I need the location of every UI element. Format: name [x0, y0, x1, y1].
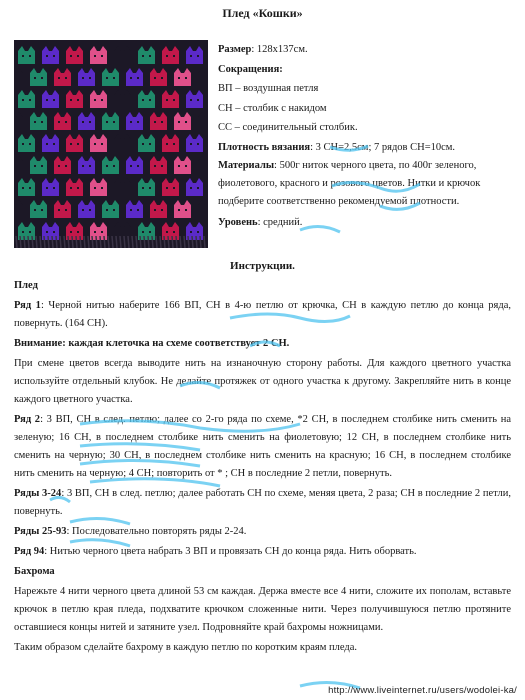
fringe-strand: [156, 236, 157, 248]
fringe-strand: [24, 236, 25, 248]
document-title: Плед «Кошки»: [222, 6, 303, 20]
instructions-title: Инструкции.: [230, 260, 295, 272]
fringe-strand: [164, 236, 165, 248]
fringe-strand: [84, 236, 85, 248]
blanket-photo: [14, 40, 208, 248]
rows3-text: : 3 ВП, СН в след. петлю; далее работать СН по схеме, меняя цвета, 2 раза; СН в последние 2 петли, повернуть.: [14, 488, 511, 517]
row2-paragraph: [14, 411, 511, 483]
fringe-strand: [96, 236, 97, 248]
density-line: [218, 138, 518, 158]
fringe-strand: [88, 236, 89, 248]
row1-paragraph: [14, 297, 511, 333]
row2-text: : 3 ВП, СН в след. петлю; далее со 2-го ряда по схеме, *2 СН, в последнем столбике нить сменить на зеленую; 16 СН, в последнем столбике нить сменить на фиолетовую; 12 СН, в последнем столбике нить сменить на черную; 30 СН, в последнем столбике нить сменить на красную; 16 СН, в последнем столбике нить сменить на черную; 4 СН; повторить от * ; СН в последние 2 петли, повернуть.: [14, 414, 511, 479]
fringe-strand: [20, 236, 21, 248]
row1-text: : Черной нитью наберите 166 ВП, СН в 4-ю петлю от крючка, СН в каждую петлю до конца ряда, повернуть. (164 СН).: [14, 300, 511, 329]
fringe-strand: [80, 236, 81, 248]
materials-value: : 500г ниток черного цвета, по 400г зеленого, фиолетового, красного и розового цветов. Нитки и крючок подберите соответственно рекомендуемой плотности.: [218, 160, 481, 207]
level-line: [218, 213, 518, 233]
fringe-heading: Бахрома: [14, 566, 55, 577]
fringe-strand: [16, 236, 17, 248]
materials-line: [218, 157, 518, 211]
fringe-strand: [180, 236, 181, 248]
fringe-paragraph-2: Таким образом сделайте бахрому в каждую петлю по коротким краям пледа.: [14, 642, 358, 653]
density-label: Плотность вязания: [218, 141, 311, 153]
fringe-strand: [144, 236, 145, 248]
row94-text: : Нитью черного цвета набрать 3 ВП и провязать СН до конца ряда. Нить оборвать.: [44, 546, 417, 557]
fringe-strand: [92, 236, 93, 248]
abbr-label: Сокращения:: [218, 63, 283, 75]
fringe-strand: [124, 236, 125, 248]
rows25-text: : Последовательно повторять ряды 2-24.: [66, 526, 247, 537]
fringe-strand: [40, 236, 41, 248]
fringe-strand: [192, 236, 193, 248]
fringe-strand: [100, 236, 101, 248]
materials-label: Материалы: [218, 160, 275, 171]
level-label: Уровень: [218, 217, 258, 228]
cat-blanket-image: [14, 40, 208, 248]
size-line: [218, 40, 518, 60]
fringe-strand: [60, 236, 61, 248]
attention-paragraph: Внимание: каждая клеточка на схеме соответствует 2 СН.: [14, 338, 290, 349]
fringe-strand: [104, 236, 105, 248]
rows3-label: Ряды 3-24: [14, 488, 62, 499]
fringe-strand: [184, 236, 185, 248]
colors-paragraph: При смене цветов всегда выводите нить на изнаночную сторону работы. Для каждого цветного участка используйте отдельный клубок. Не делайте протяжек от одного участка к другому. Закрепляйте нить в конце каждого цветного участка.: [14, 358, 511, 405]
abbr-item: ВП – воздушная петля: [218, 83, 319, 94]
fringe-strand: [36, 236, 37, 248]
level-value: : средний.: [257, 217, 303, 228]
pled-heading: Плед: [14, 280, 38, 291]
fringe-strand: [56, 236, 57, 248]
fringe-strand: [44, 236, 45, 248]
fringe-strand: [32, 236, 33, 248]
density-value: : 3 СН=2,5см; 7 рядов СН=10см.: [310, 141, 456, 153]
size-value: : 128х137см.: [251, 44, 308, 55]
rows3-paragraph: [14, 485, 511, 521]
row94-label: Ряд 94: [14, 546, 45, 557]
fringe-strand: [132, 236, 133, 248]
fringe-strand: [136, 236, 137, 248]
row94-paragraph: [14, 543, 511, 561]
fringe-strand: [204, 236, 205, 248]
fringe-strand: [112, 236, 113, 248]
fringe-strand: [188, 236, 189, 248]
fringe-strand: [64, 236, 65, 248]
fringe-strand: [28, 236, 29, 248]
instructions-body: [14, 277, 511, 659]
abbr-item: СС – соединительный столбик.: [218, 122, 358, 133]
fringe-strand: [172, 236, 173, 248]
fringe-strand: [116, 236, 117, 248]
fringe-strand: [128, 236, 129, 248]
rows25-label: Ряды 25-93: [14, 526, 67, 537]
info-block: [218, 40, 518, 233]
fringe-strand: [152, 236, 153, 248]
abbr-item: СН – столбик с накидом: [218, 102, 327, 114]
fringe-strand: [196, 236, 197, 248]
row2-label: Ряд 2: [14, 414, 41, 425]
fringe-strand: [68, 236, 69, 248]
fringe-strand: [72, 236, 73, 248]
fringe-strand: [76, 236, 77, 248]
fringe-strand: [200, 236, 201, 248]
fringe-strand: [160, 236, 161, 248]
fringe-strand: [140, 236, 141, 248]
fringe-strand: [120, 236, 121, 248]
fringe-strand: [148, 236, 149, 248]
fringe-strand: [52, 236, 53, 248]
watermark-url: http://www.liveinternet.ru/users/wodolei-ka/: [328, 685, 517, 696]
rows25-paragraph: [14, 523, 511, 541]
fringe-strand: [108, 236, 109, 248]
fringe-paragraph: Нарежьте 4 нити черного цвета длиной 53 см каждая. Держа вместе все 4 нити, сложите их пополам, вставьте крючок в петлю края пледа, подхватите крючком сложенные нити. Через получившуюся петлю протяните оставшиеся концы нитей и затяните узел. Подровняйте край бахромы ножницами.: [14, 586, 511, 633]
size-label: Размер: [218, 44, 252, 55]
fringe-strand: [168, 236, 169, 248]
row1-label: Ряд 1: [14, 300, 41, 311]
fringe-strand: [48, 236, 49, 248]
fringe-strand: [176, 236, 177, 248]
